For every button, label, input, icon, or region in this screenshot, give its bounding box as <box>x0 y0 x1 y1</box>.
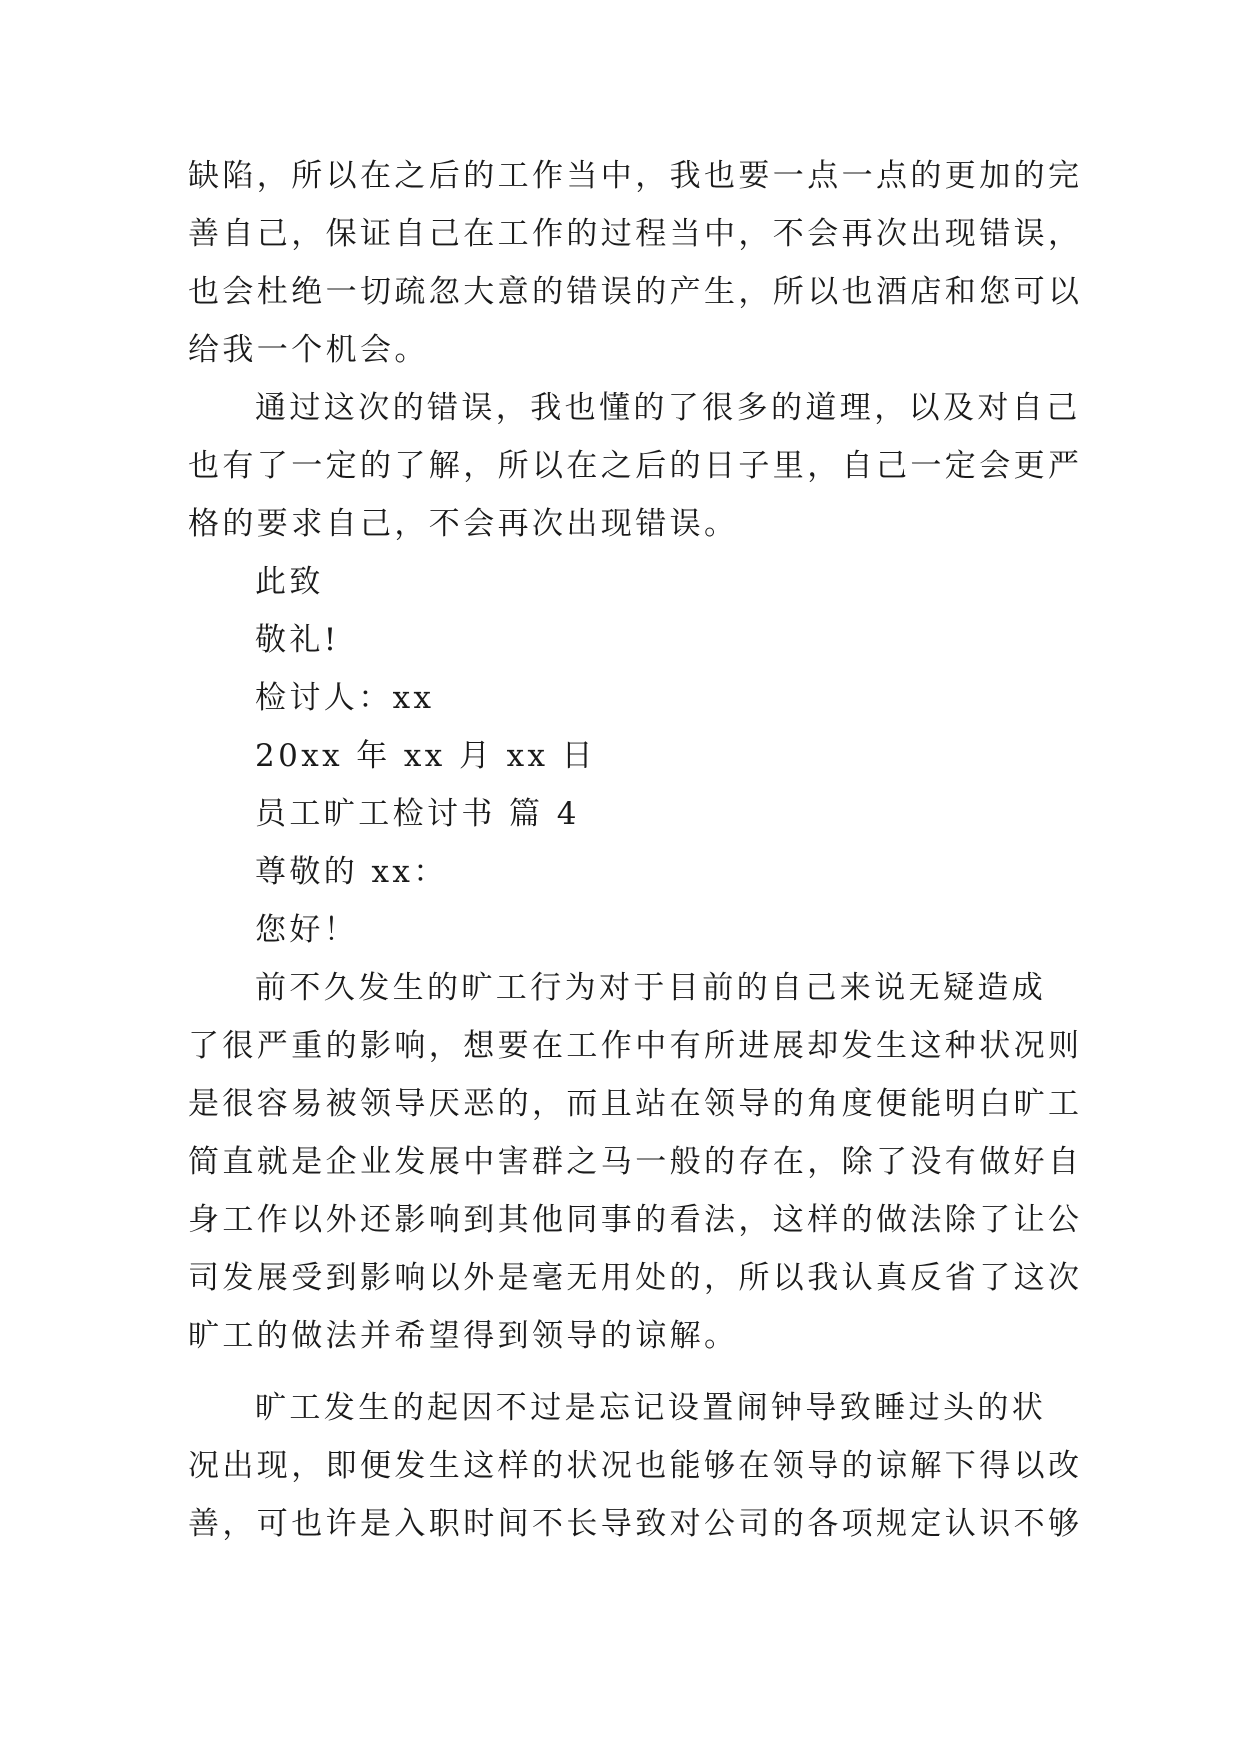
text-line: 善自己，保证自己在工作的过程当中，不会再次出现错误， <box>188 216 1083 252</box>
signature-line: 检讨人：xx <box>255 680 435 716</box>
text-line: 况出现，即便发生这样的状况也能够在领导的谅解下得以改 <box>188 1448 1083 1484</box>
text-line: 了很严重的影响，想要在工作中有所进展却发生这种状况则 <box>188 1028 1083 1064</box>
text-line: 简直就是企业发展中害群之马一般的存在，除了没有做好自 <box>188 1144 1083 1180</box>
paragraph-first-line: 旷工发生的起因不过是忘记设置闹钟导致睡过头的状 <box>255 1390 1047 1426</box>
greeting: 您好！ <box>255 912 359 948</box>
text-line: 善，可也许是入职时间不长导致对公司的各项规定认识不够 <box>188 1506 1083 1542</box>
text-line: 旷工的做法并希望得到领导的谅解。 <box>188 1318 739 1354</box>
text-line: 是很容易被领导厌恶的，而且站在领导的角度便能明白旷工 <box>188 1086 1083 1122</box>
closing-regards: 敬礼! <box>255 622 340 658</box>
text-line: 缺陷，所以在之后的工作当中，我也要一点一点的更加的完 <box>188 158 1083 194</box>
paragraph-first-line: 前不久发生的旷工行为对于目前的自己来说无疑造成 <box>255 970 1047 1006</box>
text-line: 司发展受到影响以外是毫无用处的，所以我认真反省了这次 <box>188 1260 1083 1296</box>
text-line: 也有了一定的了解，所以在之后的日子里，自己一定会更严 <box>188 448 1083 484</box>
text-line: 身工作以外还影响到其他同事的看法，这样的做法除了让公 <box>188 1202 1083 1238</box>
text-line: 格的要求自己，不会再次出现错误。 <box>188 506 739 542</box>
closing-salutation: 此致 <box>255 564 324 600</box>
section-title: 员工旷工检讨书 篇 4 <box>255 796 580 832</box>
text-line: 给我一个机会。 <box>188 332 429 368</box>
date-line: 20xx 年 xx 月 xx 日 <box>255 738 597 774</box>
text-line: 也会杜绝一切疏忽大意的错误的产生，所以也酒店和您可以 <box>188 274 1083 310</box>
greeting-recipient: 尊敬的 xx： <box>255 854 448 890</box>
paragraph-first-line: 通过这次的错误，我也懂的了很多的道理，以及对自己 <box>255 390 1081 426</box>
